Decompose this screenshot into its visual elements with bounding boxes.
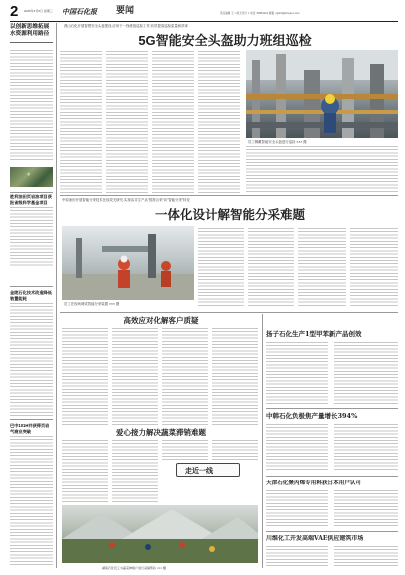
feature-badge-label: 走近一线 (185, 466, 213, 475)
top-story-body-5 (246, 146, 398, 192)
middle-story-body-2 (248, 228, 294, 308)
middle-story-photo-caption: 员工在现场调试智能分采装置 ××× 摄 (64, 302, 120, 306)
refinery-pipes-illustration (246, 50, 398, 138)
top-story-body-1 (60, 51, 102, 193)
feature-body-2a (62, 440, 108, 502)
left-divider-3 (10, 419, 53, 420)
right-story-body-4a (266, 546, 328, 566)
top-story-photo (246, 50, 398, 138)
middle-story-photo (62, 226, 194, 300)
middle-story-headline: 一体化设计解智能分采难题 (154, 208, 305, 222)
left-box-body-3 (10, 436, 53, 565)
top-story-bottom-rule (60, 195, 398, 196)
right-story-body-2a (266, 424, 328, 472)
feature-photo-caption: 湖南石化员工为蔬菜种植户进行采摘帮扶 ××× 摄 (102, 566, 166, 570)
oilfield-worker-illustration (62, 226, 194, 300)
right-divider-1 (266, 408, 398, 409)
feature-body-1b (112, 328, 158, 426)
right-story-body-4b (334, 546, 398, 566)
paper-name: 中国石化报 (62, 7, 97, 16)
left-divider-2 (10, 286, 53, 287)
top-story-body-4 (198, 51, 240, 193)
right-story-body-3b (334, 490, 398, 528)
middle-story-bottom-rule (60, 312, 398, 313)
right-divider-3 (266, 531, 398, 532)
feature-body-2d (212, 440, 258, 460)
top-story-body-2 (106, 51, 148, 193)
left-box-headline-1: 胜利油田页岩油项目获批省级科学基金项目 (10, 194, 52, 205)
masthead-rule (10, 21, 398, 22)
feature-body-1d (212, 328, 258, 426)
middle-story-body-4 (350, 228, 398, 308)
right-story-body-1b (334, 342, 398, 404)
left-divider-1 (10, 192, 53, 193)
left-story-body (10, 50, 53, 162)
editor-info: 责任编辑 王 × 版式设计 × 电话: 59963214 邮箱: zgshb@sinopec.com (220, 12, 300, 15)
feature-body-2b (112, 440, 158, 502)
left-box-body-2 (10, 303, 53, 416)
feature-headline-1: 高效应对化解客户质疑 (123, 316, 199, 325)
masthead-date: 2025年3月5日 星期三 (24, 9, 53, 13)
masthead (10, 5, 398, 21)
right-divider-2 (266, 476, 398, 477)
top-story-headline: 5G智能安全头盔助力班组巡检 (138, 33, 312, 48)
right-story-headline-2: 中韩石化负极焦产量增长394% (266, 412, 358, 420)
feature-badge (176, 463, 240, 477)
page-number: 2 (10, 3, 19, 20)
feature-body-1a (62, 328, 108, 426)
top-story-photo-caption: 员工佩戴智能安全头盔进行巡检 ××× 摄 (248, 140, 307, 144)
left-box-body-1 (10, 207, 53, 267)
feature-body-1c (162, 328, 208, 426)
left-column-vrule (56, 23, 57, 568)
left-box-headline-3: 巴中101H井获得页岩气商业突破 (10, 423, 50, 434)
feature-body-2c (162, 440, 208, 460)
left-story-headline: 以创新思维拓展水资源利用路径 (10, 23, 53, 43)
left-banner-photo: ✧ (10, 167, 53, 187)
right-story-body-3a (266, 490, 328, 528)
feature-headline-2: 爱心接力解决蔬菜滞销难题 (116, 428, 206, 437)
right-column-vrule (262, 314, 263, 568)
right-story-body-1a (266, 342, 328, 404)
greenhouse-scene-illustration (62, 505, 258, 563)
middle-story-kicker: 中原油田开展智能分采技术比较攻关研究,实现由井生产从"按需合采"向"智能分采"转变 (62, 198, 190, 202)
right-story-headline-1: 扬子石化生产1型甲苯新产品创效 (266, 330, 362, 338)
top-story-body-3 (152, 51, 194, 193)
feature-photo (62, 505, 258, 563)
middle-story-body-3 (298, 228, 346, 308)
left-box-headline-2: 金陵石化技术改造降低装置能耗 (10, 290, 52, 301)
top-story-kicker: 燕山石化开展智慧安全头盔建设,应用于一线班组巡检工作,有效提高巡检质量和效率 (64, 24, 188, 28)
right-story-body-2b (334, 424, 398, 472)
middle-story-body-1 (198, 228, 244, 308)
right-story-headline-3: 天津石化聚丙烯专用料获日本用户认可 (266, 480, 362, 486)
right-story-headline-4: 川维化工开发高端VAE供应建筑市场 (266, 535, 364, 542)
section-title: 要闻 (116, 6, 135, 16)
